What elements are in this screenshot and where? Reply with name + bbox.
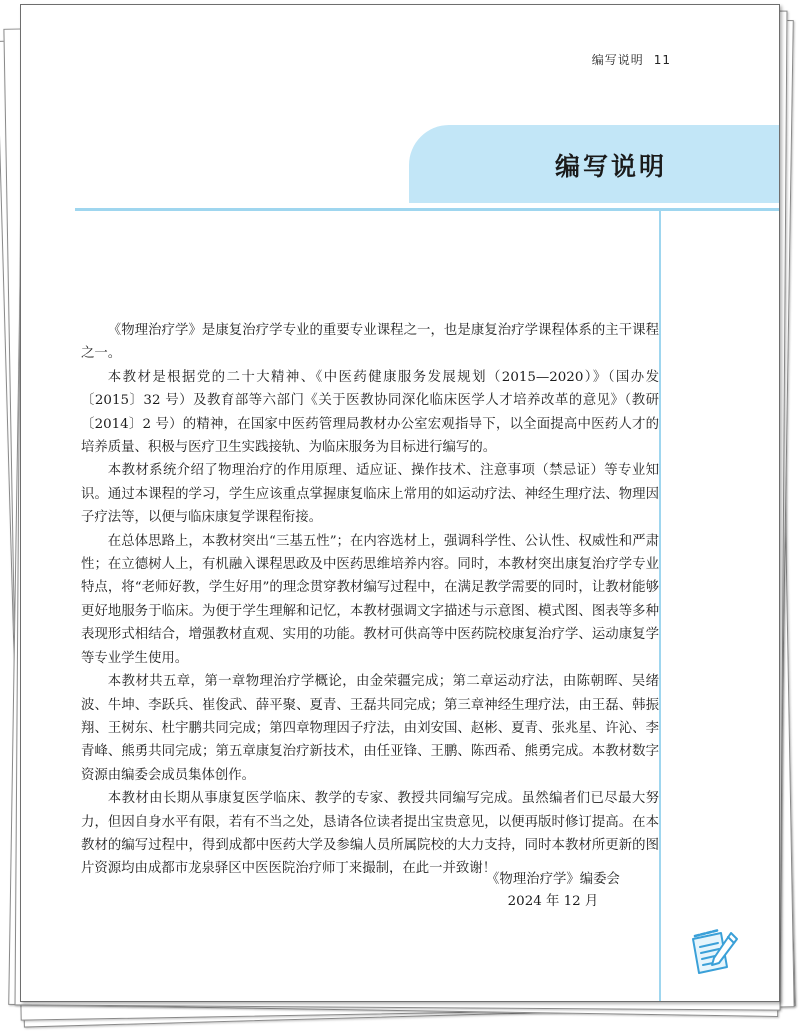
- paragraph: 本教材系统介绍了物理治疗的作用原理、适应证、操作技术、注意事项（禁忌证）等专业知识。通过本课程的学习，学生应该重点掌握康复临床上常用的如运动疗法、神经生理疗法、物理因子疗法等，以便与临床康复学课程衔接。: [81, 463, 659, 526]
- paragraph: 在总体思路上，本教材突出“三基五性”；在内容选材上，强调科学性、公认性、权威性和严肃性；在立德树人上，有机融入课程思政及中医药思维培养内容。同时，本教材突出康复治疗学专业特点，将“老师好教，学生好用”的理念贯穿教材编写过程中，在满足教学需要的同时，让教材能够更好地服务于临床。为便于学生理解和记忆，本教材强调文字描述与示意图、模式图、图表等多种表现形式相结合，增强教材直观、实用的功能。教材可供高等中医药院校康复治疗学、运动康复学等专业学生使用。: [81, 533, 659, 666]
- document-page: [20, 4, 780, 1002]
- running-header: [592, 51, 671, 68]
- horizontal-rule: [75, 208, 779, 211]
- page-title: 编写说明: [554, 152, 667, 181]
- body-text: [81, 319, 659, 881]
- signature-block: [473, 869, 633, 913]
- paragraph: 本教材由长期从事康复医学临床、教学的专家、教授共同编写完成。虽然编者们已尽最大努力，但因自身水平有限，若有不当之处，恳请各位读者提出宝贵意见，以便再版时修订提高。在本教材的编写过程中，得到成都中医药大学及参编人员所属院校的大力支持，同时本教材所更新的图片资源均由成都市龙泉驿区中医医院治疗师丁来撮制，在此一并致谢！: [81, 791, 659, 877]
- paragraph: 本教材共五章，第一章物理治疗学概论，由金荣疆完成；第二章运动疗法，由陈朝晖、吴绪波、牛坤、李跃兵、崔俊武、薛平聚、夏青、王磊共同完成；第三章神经生理疗法，由王磊、韩振翔、王树东、杜宇鹏共同完成；第四章物理因子疗法，由刘安国、赵彬、夏青、张兆星、许沁、李青峰、熊勇共同完成；第五章康复治疗新技术，由任亚锋、王鹏、陈西希、熊勇完成。本教材数字资源由编委会成员集体创作。: [81, 674, 659, 783]
- running-header-title: 编写说明: [591, 53, 644, 67]
- page-number: 11: [653, 53, 671, 67]
- vertical-rule: [659, 210, 661, 1001]
- paragraph: 《物理治疗学》是康复治疗学专业的重要专业课程之一，也是康复治疗学课程体系的主干课程之一。: [81, 323, 659, 362]
- paragraph: 本教材是根据党的二十大精神、《中医药健康服务发展规划（2015—2020）》（国办发〔2015〕32 号）及教育部等六部门《关于医教协同深化临床医学人才培养改革的意见》（教研〔2014〕2 号）的精神，在国家中医药管理局教材办公室宏观指导下，以全面提高中医药人才的培养质量、积极与医疗卫生实践接轨、为临床服务为目标进行编写的。: [81, 369, 659, 456]
- signature-date: 2024 年 12 月: [507, 894, 599, 909]
- signature-organization: 《物理治疗学》编委会: [486, 872, 620, 887]
- note-pencil-icon: [685, 923, 741, 979]
